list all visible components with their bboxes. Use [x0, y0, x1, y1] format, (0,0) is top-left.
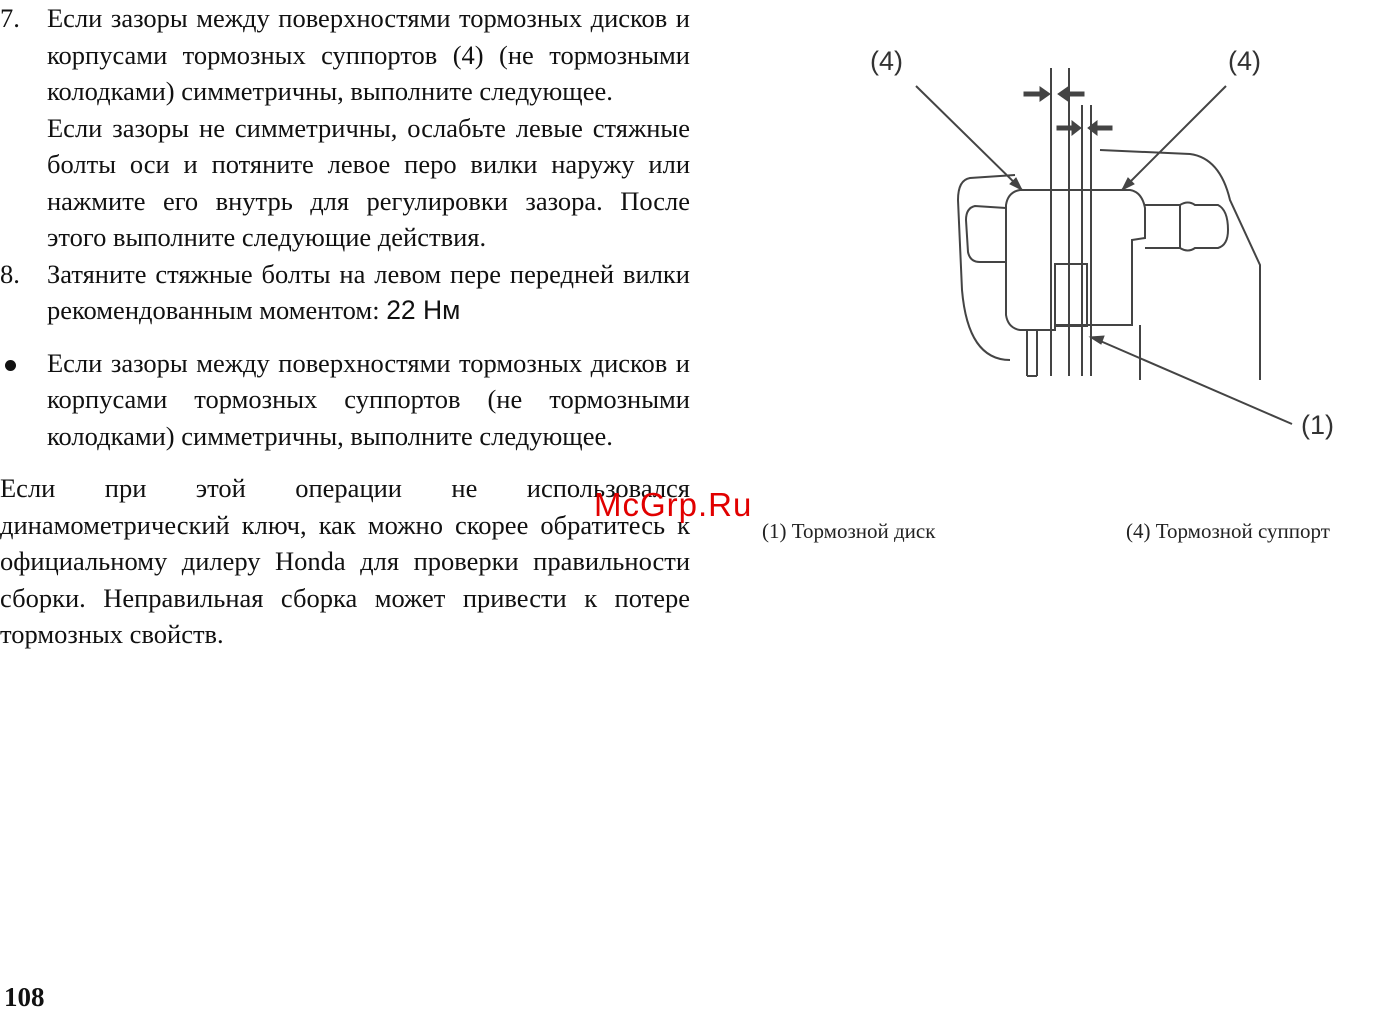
bullet-item	[0, 345, 690, 455]
step-paragraph	[47, 256, 690, 329]
caliper-label-left: (4)	[870, 46, 903, 76]
step-number: 8.	[0, 258, 20, 289]
caliper-line-art	[850, 40, 1350, 460]
disc-label: (1)	[1301, 410, 1334, 440]
bullet-text: Если зазоры между поверхностями тормозных дисков и корпусами тормозных суппортов (не тормозными колодками) симметричны, выполните следующее.	[47, 347, 690, 451]
step-paragraph: Если зазоры между поверхностями тормозных дисков и корпусами тормозных суппортов (4) (не тормозными колодками) симметричны, выполните следующее.	[47, 3, 690, 106]
brake-caliper-diagram	[850, 40, 1350, 460]
step-number: 7.	[0, 3, 20, 33]
step-paragraph: Если зазоры не симметричны, ослабьте левые стяжные болты оси и потяните левое перо вилки наружу или нажмите его внутрь для регулировки зазора. После этого выполните следующие действия.	[47, 112, 690, 252]
step-text: Затяните стяжные болты на левом пере передней вилки рекомендованным моментом:	[47, 258, 690, 325]
torque-value: 22 Нм	[386, 295, 461, 325]
instructions-column	[0, 0, 690, 653]
watermark-logo: McGrp.Ru	[594, 486, 753, 523]
caliper-label-right: (4)	[1228, 46, 1261, 76]
page-number: 108	[4, 982, 45, 1012]
caption-caliper: (4) Тормозной суппорт	[1126, 519, 1330, 543]
warning-note: Если при этой операции не использовался динамометрический ключ, как можно скорее обратитесь к официальному дилеру Honda для проверки правильности сборки. Неправильная сборка может привести к потере тормозных свойств.	[0, 473, 690, 649]
caption-disc: (1) Тормозной диск	[762, 519, 936, 543]
step-8	[0, 256, 690, 329]
bullet-dot	[5, 360, 16, 371]
step-7	[0, 0, 690, 256]
